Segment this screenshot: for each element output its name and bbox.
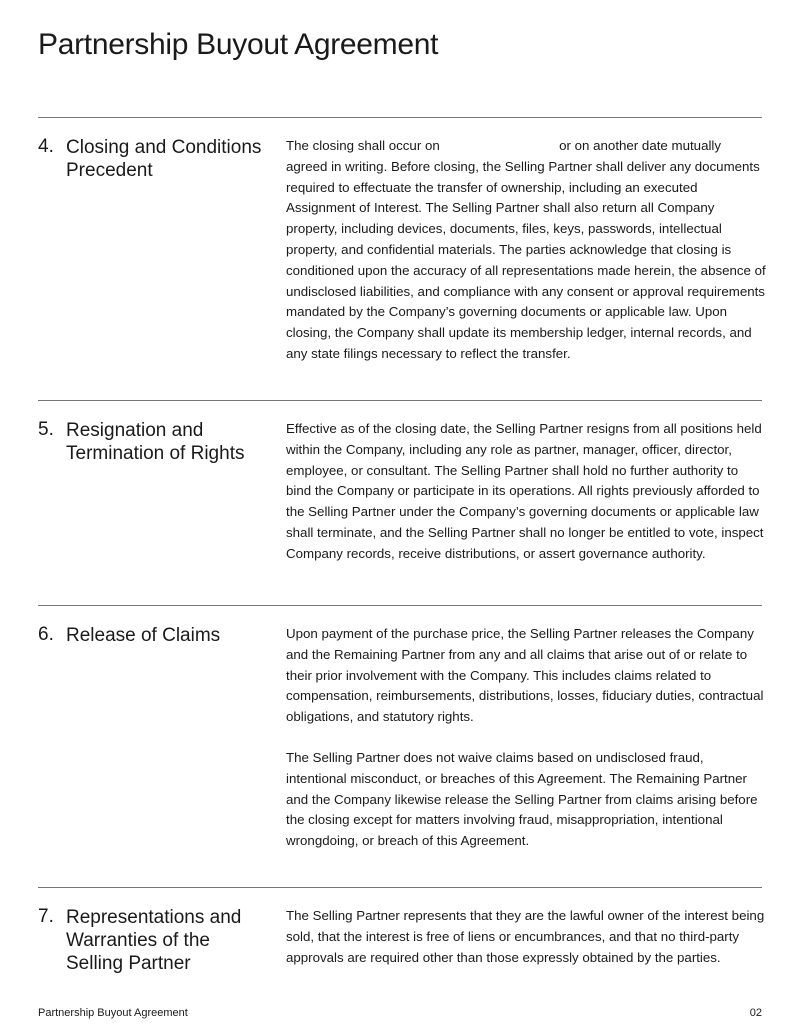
page-number: 02 [749,1007,762,1019]
section-heading: Release of Claims [66,625,221,646]
section-number: 5. [38,419,54,440]
section-heading: Resignation and Termination of Rights [66,420,245,464]
body-text: or on another date mutually agreed in writing. Before closing, the Selling Partner shall deliver any documents required to effectuate the transfer of ownership, including an executed Assignment of Interest. The Selling Partner shall also return all Company property, including devices, documents, files, keys, passwords, intellectual property, and confidential materials. The parties acknowledge that closing is conditioned upon the accuracy of all representations made herein, the absence of undisclosed liabilities, and compliance with any consent or approval requirements mandated by the Company’s governing documents or applicable law. Upon closing, the Company shall update its membership ledger, internal records, and any state filings necessary to reflect the transfer. [286,138,766,361]
paragraph: The Selling Partner represents that they are the lawful owner of the interest being sold, that the interest is free of liens or encumbrances, and that no third-party approvals are required other than those expressly obtained by the parties. [286,908,765,965]
footer-title: Partnership Buyout Agreement [38,1007,188,1019]
section-body [286,624,766,872]
section-release [38,605,764,849]
section-representations [38,887,765,974]
section-heading: Closing and Conditions Precedent [66,137,262,181]
section-number: 4. [38,136,54,157]
paragraph: Upon payment of the purchase price, the Selling Partner releases the Company and the Remaining Partner from any and all claims that arise out of or relate to their prior involvement with the Company. This includes claims related to compensation, reimbursements, distributions, losses, fiduciary duties, contractual obligations, and statutory rights. [286,626,764,725]
body-text: The closing shall occur on [286,138,440,153]
paragraph: Effective as of the closing date, the Selling Partner resigns from all positions held within the Company, including any role as partner, manager, officer, director, employee, or consultant. The Selling Partner shall hold no further authority to bind the Company or participate in its operations. All rights previously afforded to the Selling Partner under the Company’s governing documents or applicable law shall terminate, and the Selling Partner shall no longer be entitled to vote, inspect Company records, receive distributions, or assert governance authority. [286,421,764,561]
section-number: 6. [38,624,54,645]
section-body [286,906,766,988]
section-body [286,419,766,585]
section-heading: Representations and Warranties of the Selling Partner [66,907,242,974]
section-body [286,136,766,365]
section-number: 7. [38,906,54,927]
section-closing [38,117,766,361]
section-resignation [38,400,764,561]
page-title: Partnership Buyout Agreement [38,28,439,61]
paragraph: The Selling Partner does not waive claims based on undisclosed fraud, intentional misconduct, or breaches of this Agreement. The Remaining Partner and the Company likewise release the Selling Partner from claims arising before the closing except for matters involving fraud, misappropriation, intentional wrongdoing, or breach of this Agreement. [286,749,758,849]
closing-date-field[interactable] [443,139,555,153]
